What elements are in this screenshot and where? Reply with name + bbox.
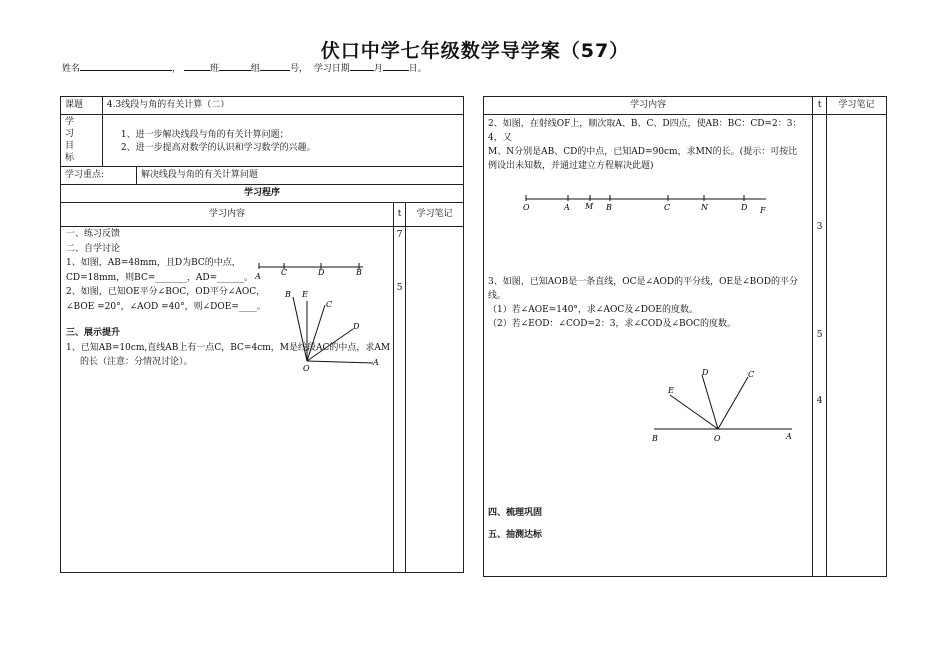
time-value: 5	[816, 330, 823, 340]
question-3-line-4: （2）若∠EOD：∠COD=2：3，求∠COD及∠BOC的度数。	[488, 319, 737, 329]
point-label: B	[652, 434, 658, 443]
point-label: N	[701, 203, 708, 212]
point-label: E	[302, 290, 308, 299]
month-blank[interactable]	[350, 61, 374, 71]
point-label: B	[285, 290, 291, 299]
name-blank[interactable]	[80, 61, 172, 71]
time-value: 7	[396, 230, 403, 240]
section-feedback: 一、练习反馈	[66, 229, 121, 239]
time-value: 3	[816, 222, 823, 232]
time-value: 4	[816, 396, 823, 406]
group-blank[interactable]	[219, 61, 251, 71]
number-blank[interactable]	[260, 61, 290, 71]
question-1-line-2: CD=18mm，则BC=_______，AD=______。	[66, 272, 254, 283]
point-label: B	[356, 268, 362, 277]
content-cell	[61, 227, 394, 573]
col-content-header: 学习内容	[484, 97, 813, 115]
notes-cell[interactable]	[827, 115, 887, 577]
col-content-header: 学习内容	[61, 203, 394, 227]
question-3-line-2: 的长（注意：分情况讨论）。	[80, 357, 193, 367]
question-1-line-1: 1、如图，AB=48mm，且D为BC的中点，	[66, 258, 241, 268]
day-label: 日。	[408, 64, 427, 74]
angle-figure-2	[648, 351, 798, 447]
topic-value: 4.3线段与角的有关计算（二）	[102, 97, 463, 115]
goals	[102, 115, 463, 167]
point-label: O	[523, 203, 530, 212]
point-label: D	[741, 203, 748, 212]
focus-value: 解决线段与角的有关计算问题	[136, 167, 463, 185]
col-notes-header: 学习笔记	[827, 97, 887, 115]
point-label: O	[714, 434, 721, 443]
section-show: 三、展示提升	[66, 328, 121, 338]
col-t-header: t	[394, 203, 406, 227]
t-cell	[813, 115, 827, 577]
segment-figure-1	[251, 257, 371, 281]
point-label: A	[255, 272, 261, 281]
question-2-line-2: ∠BOE =20°，∠AOD =40°，则∠DOE=____。	[66, 301, 266, 312]
class-blank[interactable]	[184, 61, 210, 71]
angle-figure-1	[283, 285, 393, 373]
point-label: D	[353, 322, 360, 331]
content-cell	[484, 115, 813, 577]
question-3-line-1: 3、如图，已知AOB是一条直线，OC是∠AOD的平分线，OE是∠BOD的平分	[488, 277, 798, 287]
right-table	[483, 96, 887, 577]
question-2-line-3: 例设出未知数，并通过建立方程解决此题)	[488, 161, 654, 171]
point-label: C	[748, 370, 755, 379]
point-label: M	[585, 202, 594, 211]
point-label: O	[303, 364, 310, 373]
col-t-header: t	[813, 97, 827, 115]
question-3-line-1: 1、已知AB=10cm,直线AB上有一点C，BC=4cm，M是线段AC的中点，求AM	[66, 342, 391, 353]
point-label: C	[281, 268, 288, 277]
point-label: C	[664, 203, 671, 212]
goal-item: 1、进一步解决线段与角的有关计算问题；	[120, 130, 289, 140]
procedure-header: 学习程序	[61, 185, 464, 203]
section-test: 五、抽测达标	[488, 530, 543, 540]
month-label: 月	[373, 64, 383, 74]
point-label: C	[326, 300, 333, 309]
ray-figure	[520, 191, 770, 215]
name-label: 姓名	[62, 64, 81, 74]
notes-cell[interactable]	[406, 227, 464, 573]
day-blank[interactable]	[383, 61, 409, 71]
group-label: 组	[250, 64, 260, 74]
question-2-line-1: 2、如图，在射线OF上，顺次取A、B、C、D四点，使AB：BC：CD=2：3：4，又	[488, 119, 802, 143]
point-label: A	[786, 432, 792, 441]
point-label: E	[668, 386, 674, 395]
point-label: A	[373, 358, 379, 367]
number-label: 号，	[289, 64, 308, 74]
goal-item: 2、进一步提高对数学的认识和学习数学的兴趣。	[120, 143, 316, 153]
point-label: F	[760, 206, 766, 215]
question-2-line-2: M、N分别是AB、CD的中点，已知AD=90cm，求MN的长。(提示：可按比	[488, 147, 798, 157]
topic-label: 课题	[61, 97, 103, 115]
question-2-line-1: 2、如图，已知OE平分∠BOC，OD平分∠AOC，	[66, 287, 266, 297]
question-3-line-3: （1）若∠AOE=140°，求∠AOC及∠DOE的度数。	[488, 305, 698, 315]
section-self-study: 二、自学讨论	[66, 243, 121, 254]
time-value: 5	[396, 283, 403, 293]
student-info-line	[62, 61, 427, 74]
section-review: 四、梳理巩固	[488, 508, 543, 518]
point-label: D	[702, 368, 709, 377]
date-label: 学习日期	[313, 64, 350, 74]
point-label: A	[564, 203, 570, 212]
comma: ，	[172, 64, 182, 74]
point-label: D	[318, 268, 325, 277]
question-3-line-2: 线。	[488, 291, 507, 301]
page-title: 伏口中学七年级数学导学案（57）	[320, 40, 630, 62]
left-table	[60, 96, 464, 573]
point-label: B	[606, 203, 612, 212]
class-label: 班	[209, 64, 219, 74]
focus-label: 学习重点:	[61, 167, 137, 185]
col-notes-header: 学习笔记	[406, 203, 464, 227]
goal-label: 学 习 目 标	[61, 115, 103, 167]
